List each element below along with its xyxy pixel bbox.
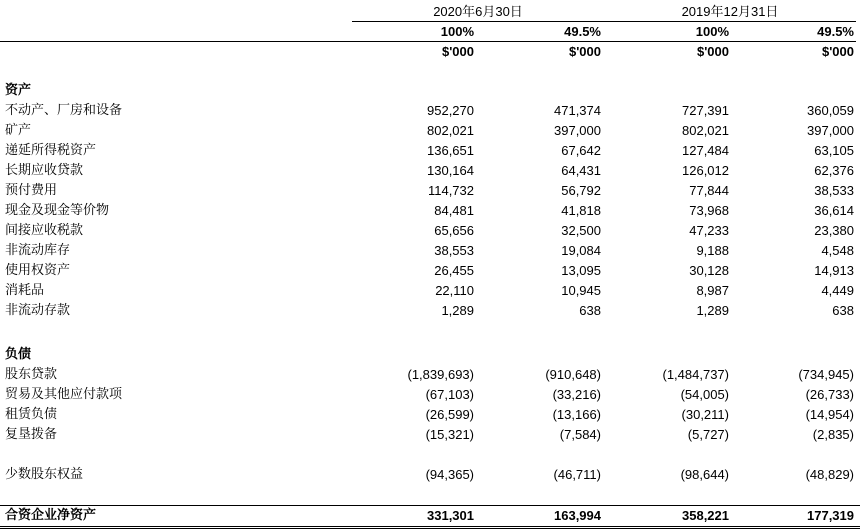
percentage-header-row: [0, 22, 860, 42]
value-2020-share: 67,642: [561, 143, 601, 158]
value-2020-full: 26,455: [434, 263, 474, 278]
value-2019-share: 4,449: [821, 283, 854, 298]
pct-2020-share: 49.5%: [564, 24, 601, 39]
value-2020-share: 10,945: [561, 283, 601, 298]
value-2019-full: (30,211): [681, 407, 729, 422]
value-2019-full: (1,484,737): [662, 367, 729, 382]
unit-2019-full: $'000: [696, 44, 729, 59]
value-2019-full: 802,021: [682, 123, 729, 138]
value-2020-full: (67,103): [425, 387, 474, 402]
minority-interest-row: [0, 465, 860, 485]
value-2020-full: 802,021: [427, 123, 474, 138]
value-2020-share: 64,431: [561, 163, 601, 178]
value-2020-full: 952,270: [427, 103, 474, 118]
value-2020-share: (33,216): [552, 387, 601, 402]
period-2020-label: 2020年6月30日: [433, 4, 523, 19]
value-2019-share: 360,059: [807, 103, 854, 118]
value-2020-full: 1,289: [441, 303, 474, 318]
pct-2020-full: 100%: [440, 24, 474, 39]
period-2019-label: 2019年12月31日: [681, 4, 779, 19]
asset-row: [0, 101, 860, 121]
row-label: 消耗品: [5, 283, 45, 298]
liability-row: [0, 405, 860, 425]
value-2019-share: (2,835): [812, 427, 854, 442]
value-2019-full: 727,391: [682, 103, 729, 118]
value-2020-full: 22,110: [435, 283, 474, 298]
asset-row: [0, 181, 860, 201]
value-2019-full: 127,484: [682, 143, 729, 158]
total-label: 合资企业净资产: [5, 508, 97, 523]
value-2019-share: 38,533: [814, 183, 854, 198]
row-label: 现金及现金等价物: [5, 203, 110, 218]
value-2020-share: (46,711): [553, 467, 601, 482]
row-label: 预付费用: [5, 183, 58, 198]
value-2020-full: 84,481: [434, 203, 474, 218]
asset-row: [0, 121, 860, 141]
value-2020-full: 38,553: [434, 243, 474, 258]
period-header-row: [0, 0, 860, 22]
total-2020-full: 331,301: [427, 508, 474, 523]
value-2019-full: 8,987: [696, 283, 729, 298]
row-label: 复垦拨备: [5, 427, 58, 442]
value-2019-full: 1,289: [696, 303, 729, 318]
row-label: 股东贷款: [5, 367, 58, 382]
value-2019-full: (54,005): [680, 387, 729, 402]
asset-row: [0, 301, 860, 321]
value-2019-full: 126,012: [682, 163, 729, 178]
unit-2020-share: $'000: [568, 44, 601, 59]
value-2020-share: 638: [579, 303, 601, 318]
value-2020-full: (15,321): [425, 427, 474, 442]
value-2019-share: (26,733): [805, 387, 854, 402]
total-2019-share: 177,319: [807, 508, 854, 523]
row-label: 非流动库存: [5, 243, 71, 258]
value-2020-full: 65,656: [434, 223, 474, 238]
asset-row: [0, 281, 860, 301]
total-2020-share: 163,994: [554, 508, 601, 523]
asset-row: [0, 241, 860, 261]
value-2020-share: 19,084: [561, 243, 601, 258]
asset-row: [0, 201, 860, 221]
value-2020-full: 136,651: [427, 143, 474, 158]
value-2020-full: (26,599): [425, 407, 474, 422]
unit-2019-share: $'000: [821, 44, 854, 59]
asset-row: [0, 221, 860, 241]
value-2019-full: 30,128: [689, 263, 729, 278]
value-2020-share: 32,500: [561, 223, 601, 238]
value-2020-share: 56,792: [561, 183, 601, 198]
value-2019-share: 14,913: [814, 263, 854, 278]
liabilities-heading-row: [0, 345, 860, 365]
asset-row: [0, 261, 860, 281]
value-2020-full: 114,732: [427, 183, 474, 198]
value-2019-full: (5,727): [687, 427, 729, 442]
value-2020-share: (910,648): [545, 367, 601, 382]
value-2019-full: 9,188: [696, 243, 729, 258]
value-2019-share: 638: [832, 303, 854, 318]
assets-heading-row: [0, 81, 860, 101]
unit-header-row: [0, 42, 860, 64]
row-label: 递延所得税资产: [5, 143, 97, 158]
value-2019-full: 73,968: [689, 203, 729, 218]
row-label: 矿产: [5, 123, 32, 138]
row-label: 长期应收贷款: [5, 163, 84, 178]
row-label: 贸易及其他应付款项: [5, 387, 123, 402]
value-2019-share: 4,548: [821, 243, 854, 258]
value-2019-share: (734,945): [798, 367, 854, 382]
value-2020-full: (94,365): [425, 467, 474, 482]
value-2019-share: 62,376: [814, 163, 854, 178]
value-2020-share: 41,818: [561, 203, 601, 218]
value-2020-full: 130,164: [427, 163, 474, 178]
unit-2020-full: $'000: [441, 44, 474, 59]
value-2019-share: 397,000: [807, 123, 854, 138]
asset-row: [0, 161, 860, 181]
value-2020-share: (13,166): [552, 407, 601, 422]
liability-row: [0, 385, 860, 405]
value-2019-full: 77,844: [689, 183, 729, 198]
spacer: [0, 485, 860, 505]
asset-row: [0, 141, 860, 161]
value-2020-share: (7,584): [559, 427, 601, 442]
pct-2019-full: 100%: [695, 24, 729, 39]
spacer: [0, 445, 860, 465]
row-label: 间接应收税款: [5, 223, 84, 238]
row-label: 使用权资产: [5, 263, 71, 278]
spacer: [0, 64, 860, 81]
value-2019-share: (48,829): [805, 467, 854, 482]
row-label: 非流动存款: [5, 303, 71, 318]
row-label: 租赁负债: [5, 407, 58, 422]
value-2020-full: (1,839,693): [407, 367, 474, 382]
total-row: [0, 505, 860, 529]
value-2019-share: 63,105: [814, 143, 854, 158]
liabilities-heading: 负债: [5, 347, 32, 362]
row-label: 不动产、厂房和设备: [5, 103, 123, 118]
pct-2019-share: 49.5%: [817, 24, 854, 39]
value-2020-share: 471,374: [554, 103, 601, 118]
value-2020-share: 13,095: [561, 263, 601, 278]
total-2019-full: 358,221: [682, 508, 729, 523]
value-2019-share: 23,380: [814, 223, 854, 238]
liability-row: [0, 365, 860, 385]
value-2019-share: 36,614: [814, 203, 854, 218]
value-2020-share: 397,000: [554, 123, 601, 138]
value-2019-full: (98,644): [680, 467, 729, 482]
liability-row: [0, 425, 860, 445]
value-2019-full: 47,233: [689, 223, 729, 238]
assets-heading: 资产: [5, 83, 32, 98]
value-2019-share: (14,954): [805, 407, 854, 422]
row-label: 少数股东权益: [5, 467, 84, 482]
spacer: [0, 321, 860, 345]
